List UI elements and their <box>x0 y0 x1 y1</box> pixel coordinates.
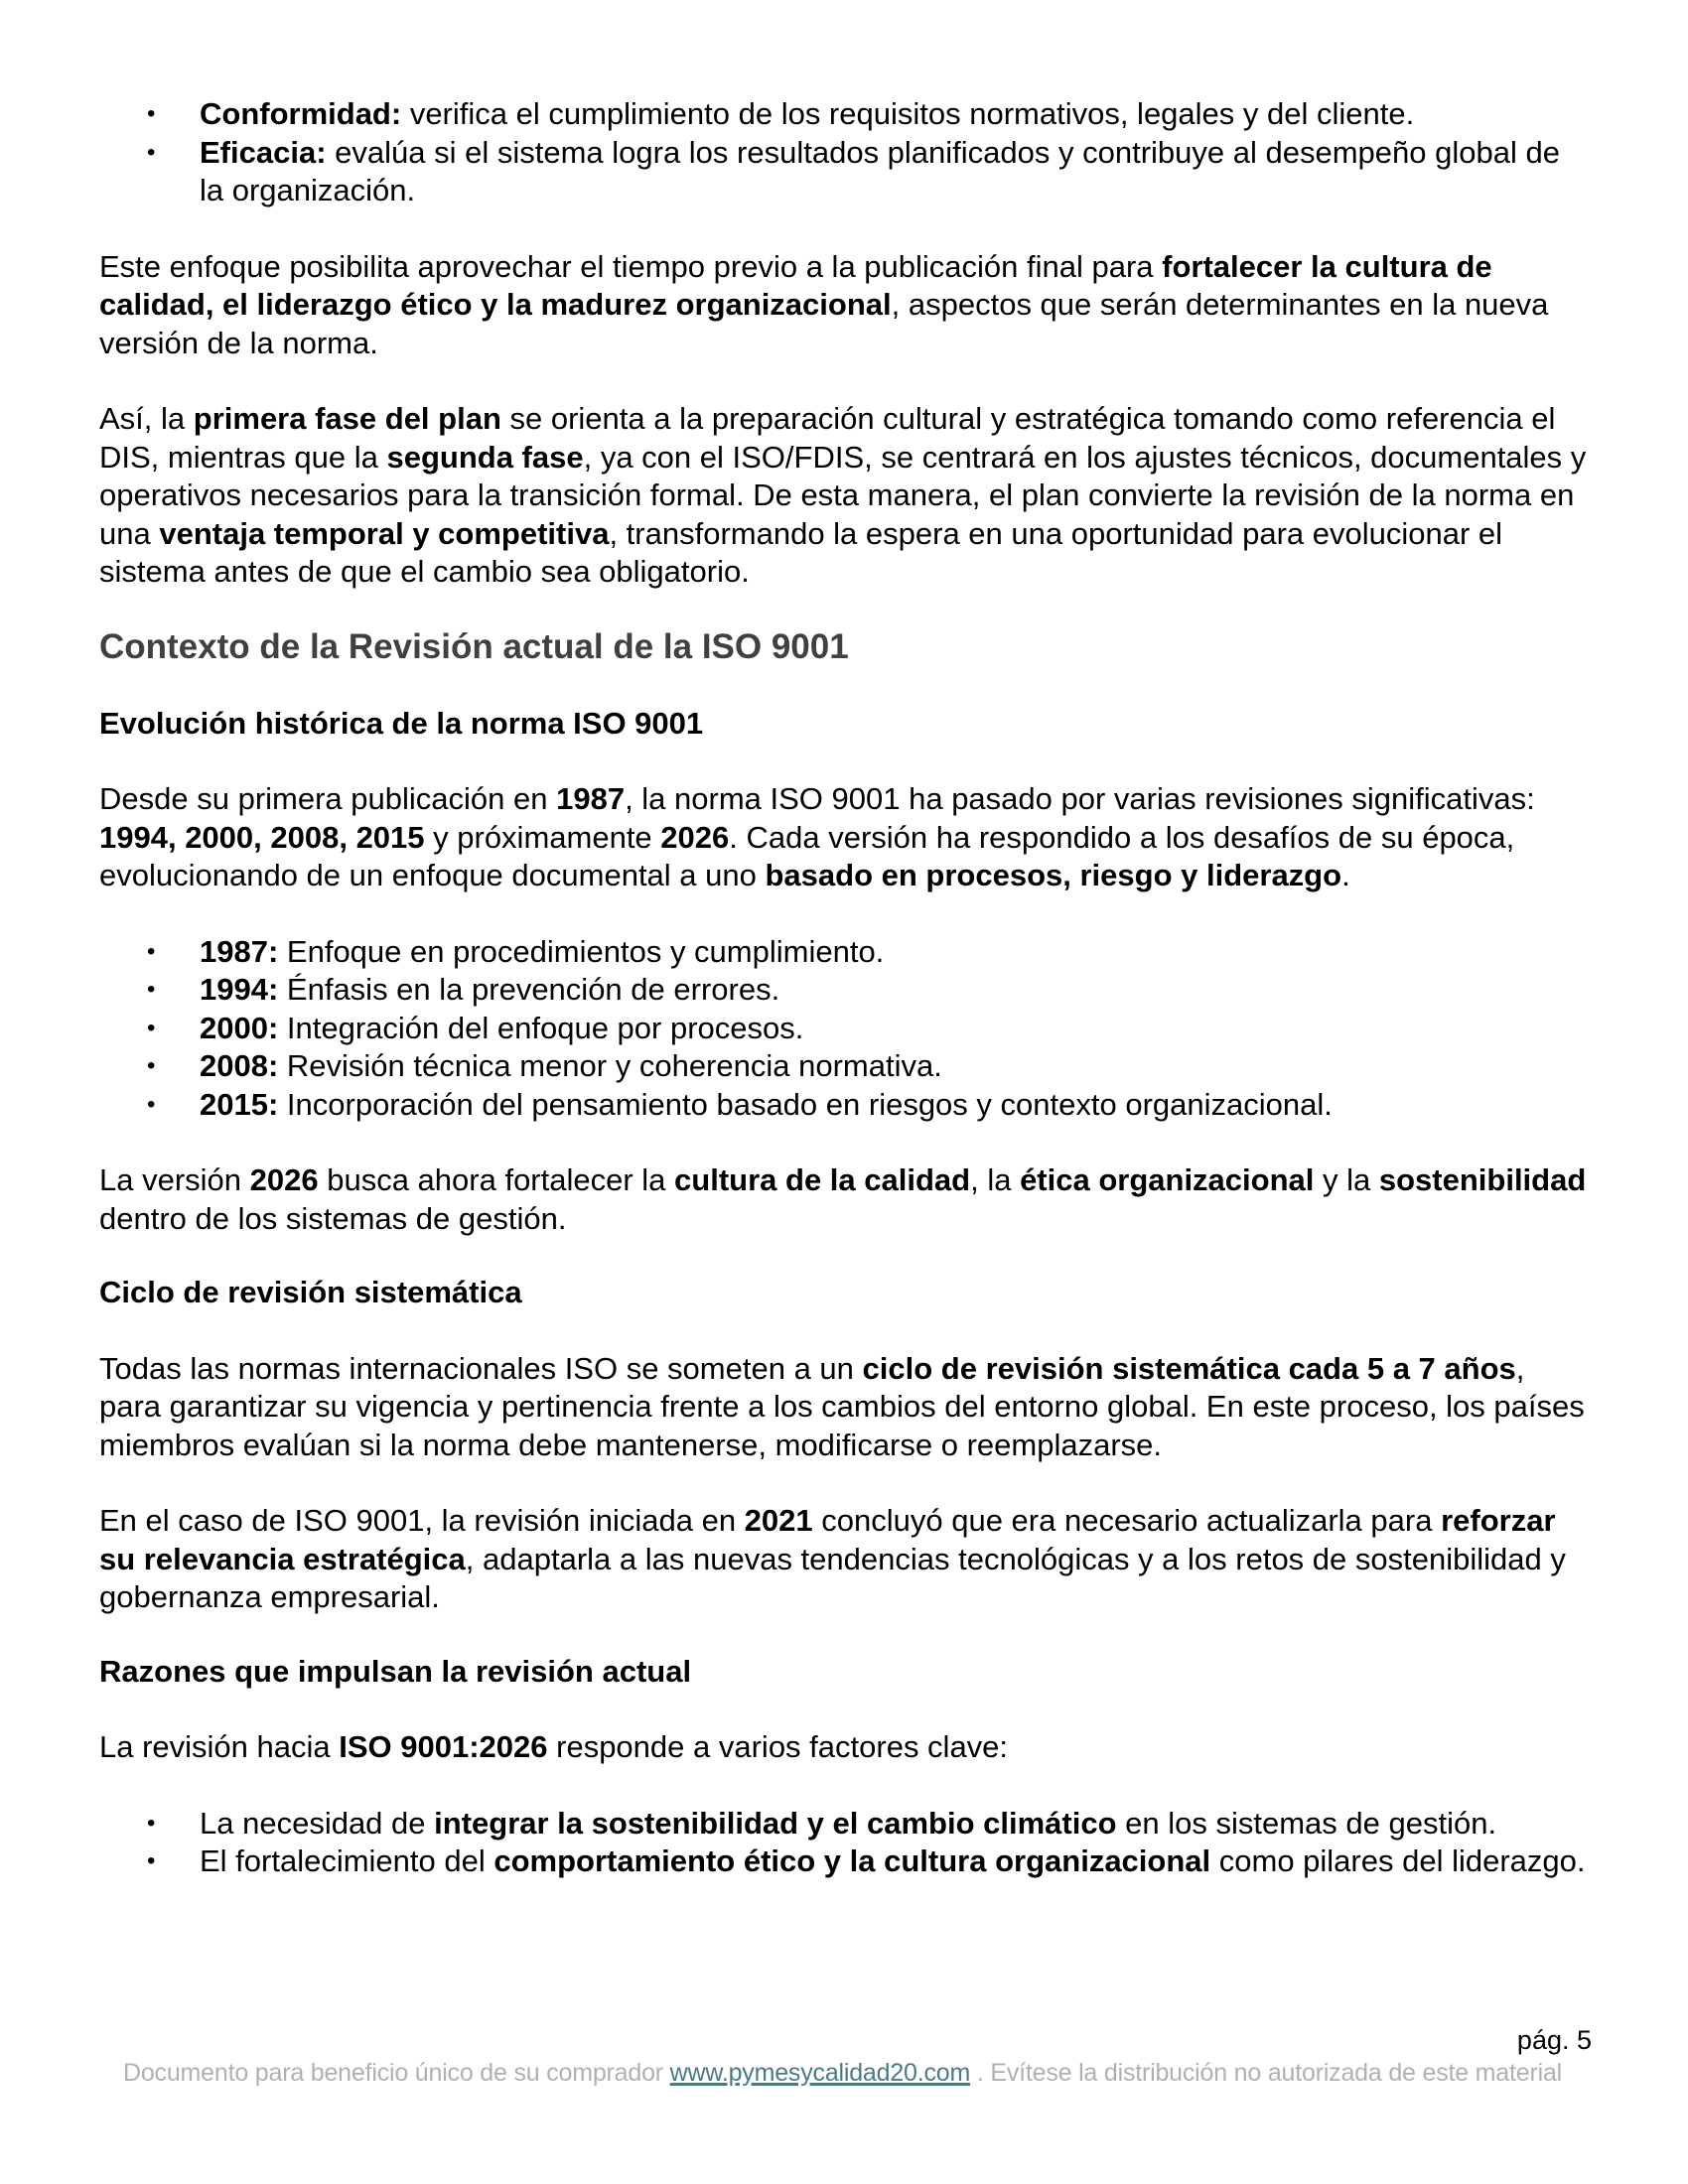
text-run: Énfasis en la prevención de errores. <box>278 972 780 1007</box>
bold-text-run: 1994, 2000, 2008, 2015 <box>99 819 425 855</box>
bullet-list <box>99 933 1589 1125</box>
bold-text-run: 2008: <box>200 1048 279 1083</box>
bullet-list <box>99 1805 1589 1881</box>
text-run: Este enfoque posibilita aprovechar el tiempo previo a la publicación final para <box>99 248 1163 284</box>
text-run: Desde su primera publicación en <box>99 781 557 816</box>
bold-text-run: 1994: <box>200 972 279 1007</box>
text-run: , transformando la espera en una oportunidad para evolucionar el sistema antes de que el cambio sea obligatorio. <box>99 515 1503 589</box>
paragraph <box>99 1728 1589 1767</box>
text-run: Enfoque en procedimientos y cumplimiento. <box>278 933 885 969</box>
text-run: . <box>1341 858 1350 892</box>
bullet-icon: • <box>147 1090 156 1118</box>
bold-text-run: 2026 <box>660 819 730 855</box>
list-item <box>99 1843 1589 1881</box>
text-run: Incorporación del pensamiento basado en riesgos y contexto organizacional. <box>278 1086 1333 1122</box>
text-run: , ya con el ISO/FDIS, se centrará en los ajustes técnicos, documentales y operativos necesarios para la transición formal. De esta manera, el plan convierte la revisión de la norma en una <box>99 439 1587 551</box>
text-run: y la <box>1314 1162 1379 1197</box>
list-item <box>99 1805 1589 1843</box>
subsection-heading: Evolución histórica de la norma ISO 9001 <box>99 705 704 741</box>
bullet-icon: • <box>147 138 156 166</box>
text-run: y próximamente <box>424 819 661 855</box>
section-heading: Contexto de la Revisión actual de la ISO 9001 <box>99 626 849 666</box>
text-run: busca ahora fortalecer la <box>318 1162 675 1197</box>
bold-text-run: primera fase del plan <box>193 401 501 436</box>
text-run: como pilares del liderazgo. <box>1210 1843 1586 1878</box>
text-run: La revisión hacia <box>99 1729 340 1764</box>
footer-note-before: Documento para beneficio único de su comprador <box>123 2059 670 2087</box>
list-item <box>99 971 1589 1010</box>
text-run: Así, la <box>99 401 194 436</box>
footer-disclaimer <box>123 2059 1562 2088</box>
paragraph <box>99 1502 1589 1617</box>
list-item <box>99 1010 1589 1048</box>
text-run: , la norma ISO 9001 ha pasado por varias revisiones significativas: <box>625 781 1535 816</box>
bold-text-run: integrar la sostenibilidad y el cambio climático <box>434 1805 1117 1841</box>
text-run: dentro de los sistemas de gestión. <box>99 1200 567 1236</box>
text-run: responde a varios factores clave: <box>547 1729 1009 1764</box>
bold-text-run: 1987 <box>556 781 626 816</box>
bullet-list <box>99 95 1589 210</box>
document-body <box>99 95 1589 1881</box>
paragraph <box>99 1161 1589 1238</box>
paragraph <box>99 400 1589 592</box>
text-run: La necesidad de <box>200 1805 435 1841</box>
paragraph <box>99 248 1589 363</box>
subsection-heading: Ciclo de revisión sistemática <box>99 1275 522 1309</box>
bullet-icon: • <box>147 1052 156 1079</box>
subsection-heading: Razones que impulsan la revisión actual <box>99 1653 692 1689</box>
text-run: El fortalecimiento del <box>200 1843 494 1878</box>
text-run: , aspectos que serán determinantes en la nueva versión de la norma. <box>99 287 1549 360</box>
bold-text-run: 2026 <box>249 1162 319 1197</box>
bold-text-run: 1987: <box>200 933 279 969</box>
text-run: concluyó que era necesario actualizarla para <box>812 1503 1442 1538</box>
bold-text-run: comportamiento ético y la cultura organizacional <box>493 1843 1211 1878</box>
list-item <box>99 1047 1589 1086</box>
text-run: Revisión técnica menor y coherencia normativa. <box>278 1048 942 1083</box>
bold-text-run: 2021 <box>744 1503 813 1538</box>
list-item <box>99 134 1589 210</box>
paragraph <box>99 780 1589 895</box>
list-item <box>99 1086 1589 1125</box>
text-run: La versión <box>99 1162 250 1197</box>
text-run: , para garantizar su vigencia y pertinencia frente a los cambios del entorno global. En este proceso, los países miembros evalúan si la norma debe mantenerse, modificarse o reemplazarse. <box>99 1350 1585 1462</box>
website-link[interactable]: www.pymesycalidad20.com <box>669 2059 971 2087</box>
list-item <box>99 933 1589 972</box>
text-run: se orienta a la preparación cultural y estratégica tomando como referencia el DIS, mientras que la <box>99 401 1556 475</box>
bold-text-run: ISO 9001:2026 <box>339 1729 548 1764</box>
bold-text-run: reforzar su relevancia estratégica <box>99 1503 1556 1576</box>
bold-text-run: Eficacia: <box>200 134 327 170</box>
bold-text-run: cultura de la calidad <box>674 1162 971 1197</box>
list-item <box>99 95 1589 134</box>
footer-note-after: . Evítese la distribución no autorizada de este material <box>970 2059 1563 2087</box>
text-run: , adaptarla a las nuevas tendencias tecnológicas y a los retos de sostenibilidad y gobernanza empresarial. <box>99 1541 1566 1614</box>
text-run: verifica el cumplimiento de los requisitos normativos, legales y del cliente. <box>401 96 1415 131</box>
text-run: evalúa si el sistema logra los resultados planificados y contribuye al desempeño global de la organización. <box>200 134 1560 207</box>
bullet-icon: • <box>147 100 156 127</box>
text-run: en los sistemas de gestión. <box>1116 1805 1497 1841</box>
text-run: Todas las normas internacionales ISO se someten a un <box>99 1350 863 1386</box>
bold-text-run: 2000: <box>200 1010 279 1045</box>
paragraph <box>99 1350 1589 1465</box>
bold-text-run: sostenibilidad <box>1378 1162 1587 1197</box>
bold-text-run: ciclo de revisión sistemática cada 5 a 7 años <box>862 1350 1516 1386</box>
bullet-icon: • <box>147 1847 156 1874</box>
text-run: Integración del enfoque por procesos. <box>278 1010 804 1045</box>
text-run: , la <box>970 1162 1021 1197</box>
text-run: . Cada versión ha respondido a los desafíos de su época, evolucionando de un enfoque documental a uno <box>99 819 1515 892</box>
bullet-icon: • <box>147 1809 156 1837</box>
bold-text-run: ética organizacional <box>1020 1162 1315 1197</box>
bold-text-run: Conformidad: <box>200 96 402 131</box>
bold-text-run: 2015: <box>200 1086 279 1122</box>
bullet-icon: • <box>147 937 156 965</box>
bullet-icon: • <box>147 976 156 1003</box>
bold-text-run: ventaja temporal y competitiva <box>159 515 610 551</box>
bold-text-run: basado en procesos, riesgo y liderazgo <box>765 858 1342 892</box>
bullet-icon: • <box>147 1014 156 1041</box>
page-number: pág. 5 <box>1516 2025 1592 2055</box>
bold-text-run: fortalecer la cultura de calidad, el liderazgo ético y la madurez organizacional <box>99 248 1492 322</box>
text-run: En el caso de ISO 9001, la revisión iniciada en <box>99 1503 745 1538</box>
bold-text-run: segunda fase <box>386 439 584 475</box>
